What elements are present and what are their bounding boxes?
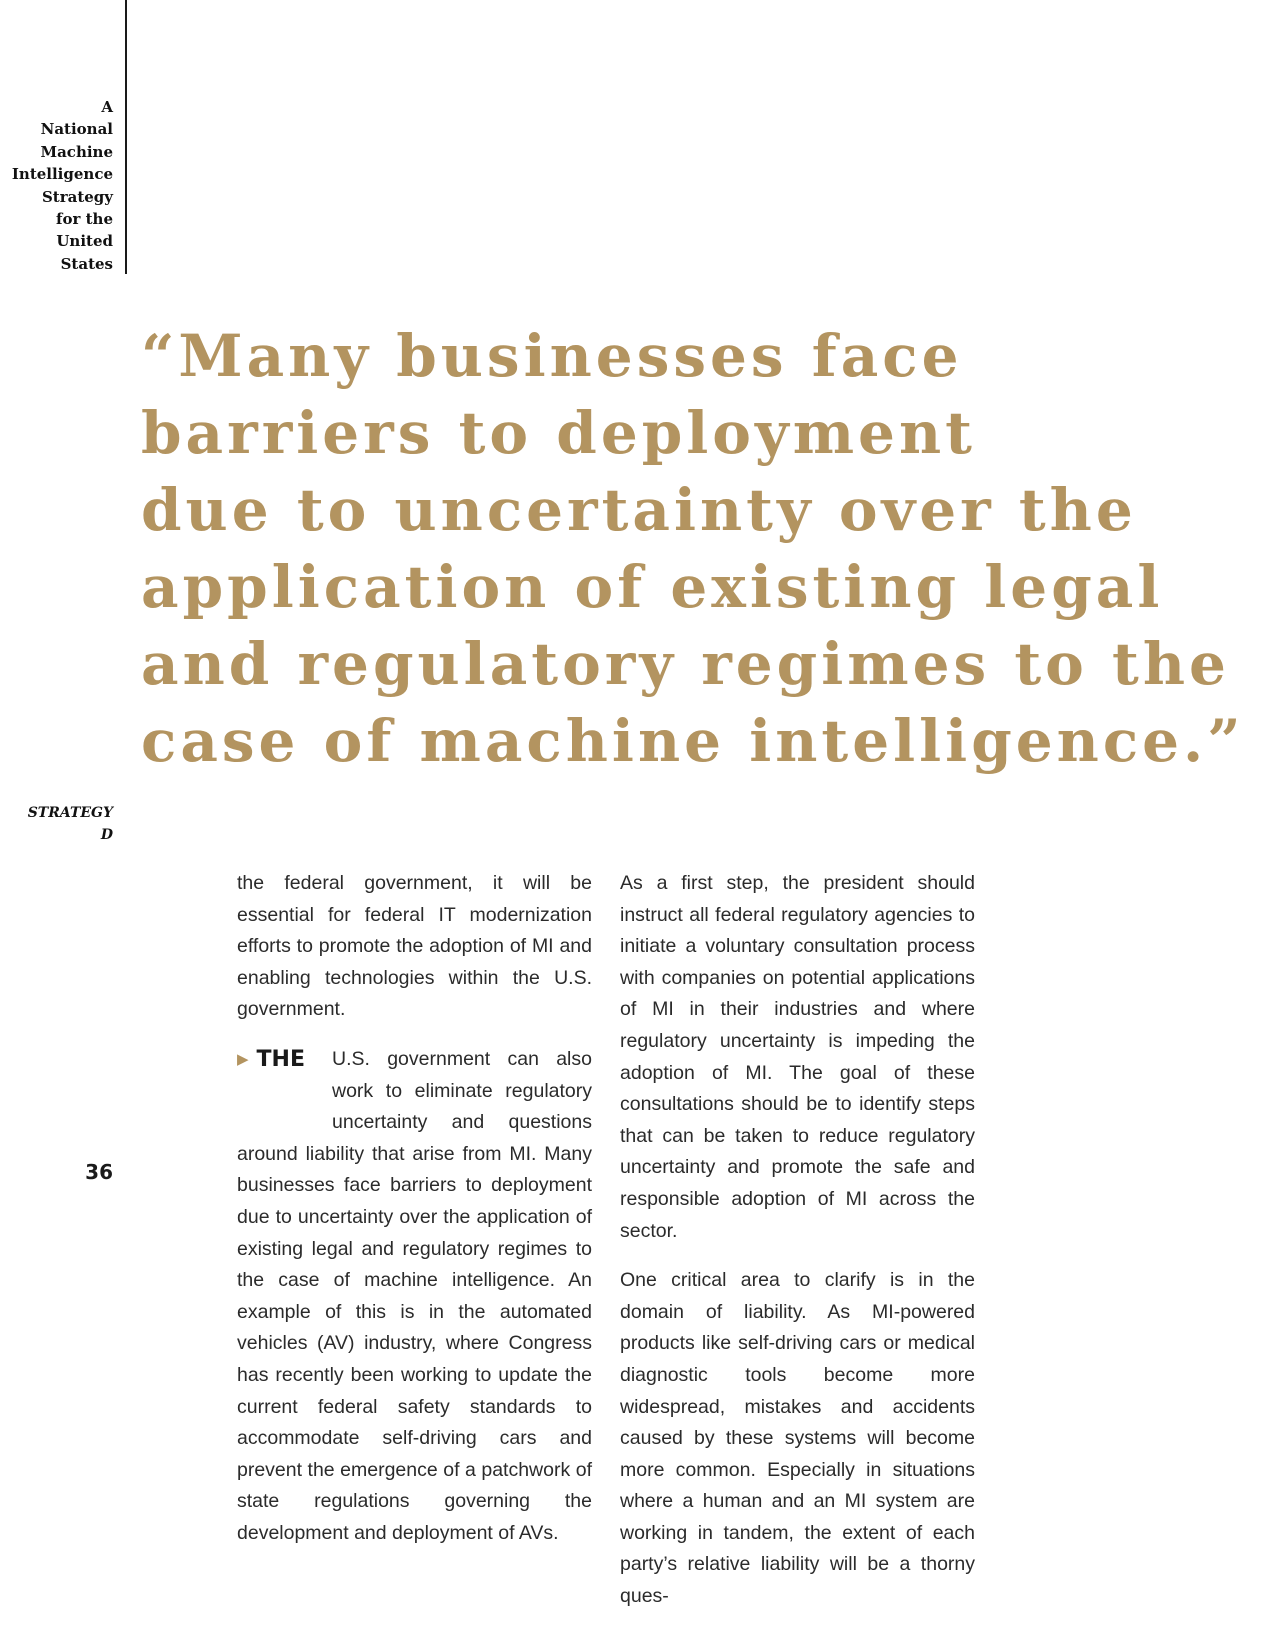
pull-quote-line: application of existing legal xyxy=(141,553,1164,621)
pull-quote-line: due to uncertainty over the xyxy=(141,476,1137,544)
pull-quote-line: “Many businesses face xyxy=(141,322,963,390)
running-title-line: National xyxy=(40,120,113,139)
running-title-line: States xyxy=(60,254,113,273)
body-paragraph: One critical area to clarify is in the domain of liability. As MI-powered products like self-driving cars or medical diagnostic tools become more widespread, mistakes and accidents caused by these systems will become more common. Especially in situations where a human and an MI system are working in tandem, the extent of each party’s relative liability will be a thorny ques- xyxy=(620,1269,975,1608)
running-title-line: Strategy xyxy=(41,187,113,206)
section-label-line: D xyxy=(100,827,113,843)
running-title-line: for the xyxy=(56,210,113,229)
pull-quote xyxy=(141,318,1251,780)
body-paragraph-lead xyxy=(237,1044,592,1550)
pull-quote-line: barriers to deployment xyxy=(141,399,976,467)
pull-quote-line: and regulatory regimes to the xyxy=(141,630,1230,698)
vertical-rule xyxy=(125,0,127,274)
section-label-line: STRATEGY xyxy=(27,805,113,821)
running-title-line: Intelligence xyxy=(11,165,113,184)
section-label xyxy=(0,802,113,846)
running-title xyxy=(0,96,113,275)
triangle-right-icon: ▶ xyxy=(237,1049,249,1068)
body-paragraph: As a first step, the president should instruct all federal regulatory agencies to initiate a voluntary consultation process with companies on potential applications of MI in their industries and where regulatory uncertainty is impeding the adoption of MI. The goal of these consultations should be to identify steps that can be taken to reduce regulatory uncertainty and promote the safe and responsible adoption of MI across the sector. xyxy=(620,872,975,1242)
running-title-line: Machine xyxy=(40,142,113,161)
body-paragraph: the federal government, it will be essential for federal IT modernization efforts to promote the adoption of MI and enabling technologies within the U.S. government. xyxy=(237,872,592,1021)
body-column-left xyxy=(237,868,592,1567)
running-title-line: A xyxy=(101,98,113,116)
page-number: 36 xyxy=(85,1160,113,1184)
pull-quote-line: case of machine intelligence.” xyxy=(141,707,1245,775)
body-paragraph-text: U.S. government can also work to eliminate regulatory uncertainty and questions around liability that arise from MI. Many businesses face barriers to deployment due to uncertainty over the application of existing legal and regulatory regimes to the case of machine intelligence. An example of this is in the automated vehicles (AV) industry, where Congress has recently been working to update the current federal safety standards to accommodate self-driving cars and prevent the emergence of a patchwork of state regulations governing the development and deployment of AVs. xyxy=(237,1047,592,1544)
body-column-right xyxy=(620,868,975,1631)
lead-in xyxy=(237,1044,332,1108)
lead-word: THE xyxy=(256,1046,305,1072)
running-title-line: United xyxy=(56,232,113,251)
